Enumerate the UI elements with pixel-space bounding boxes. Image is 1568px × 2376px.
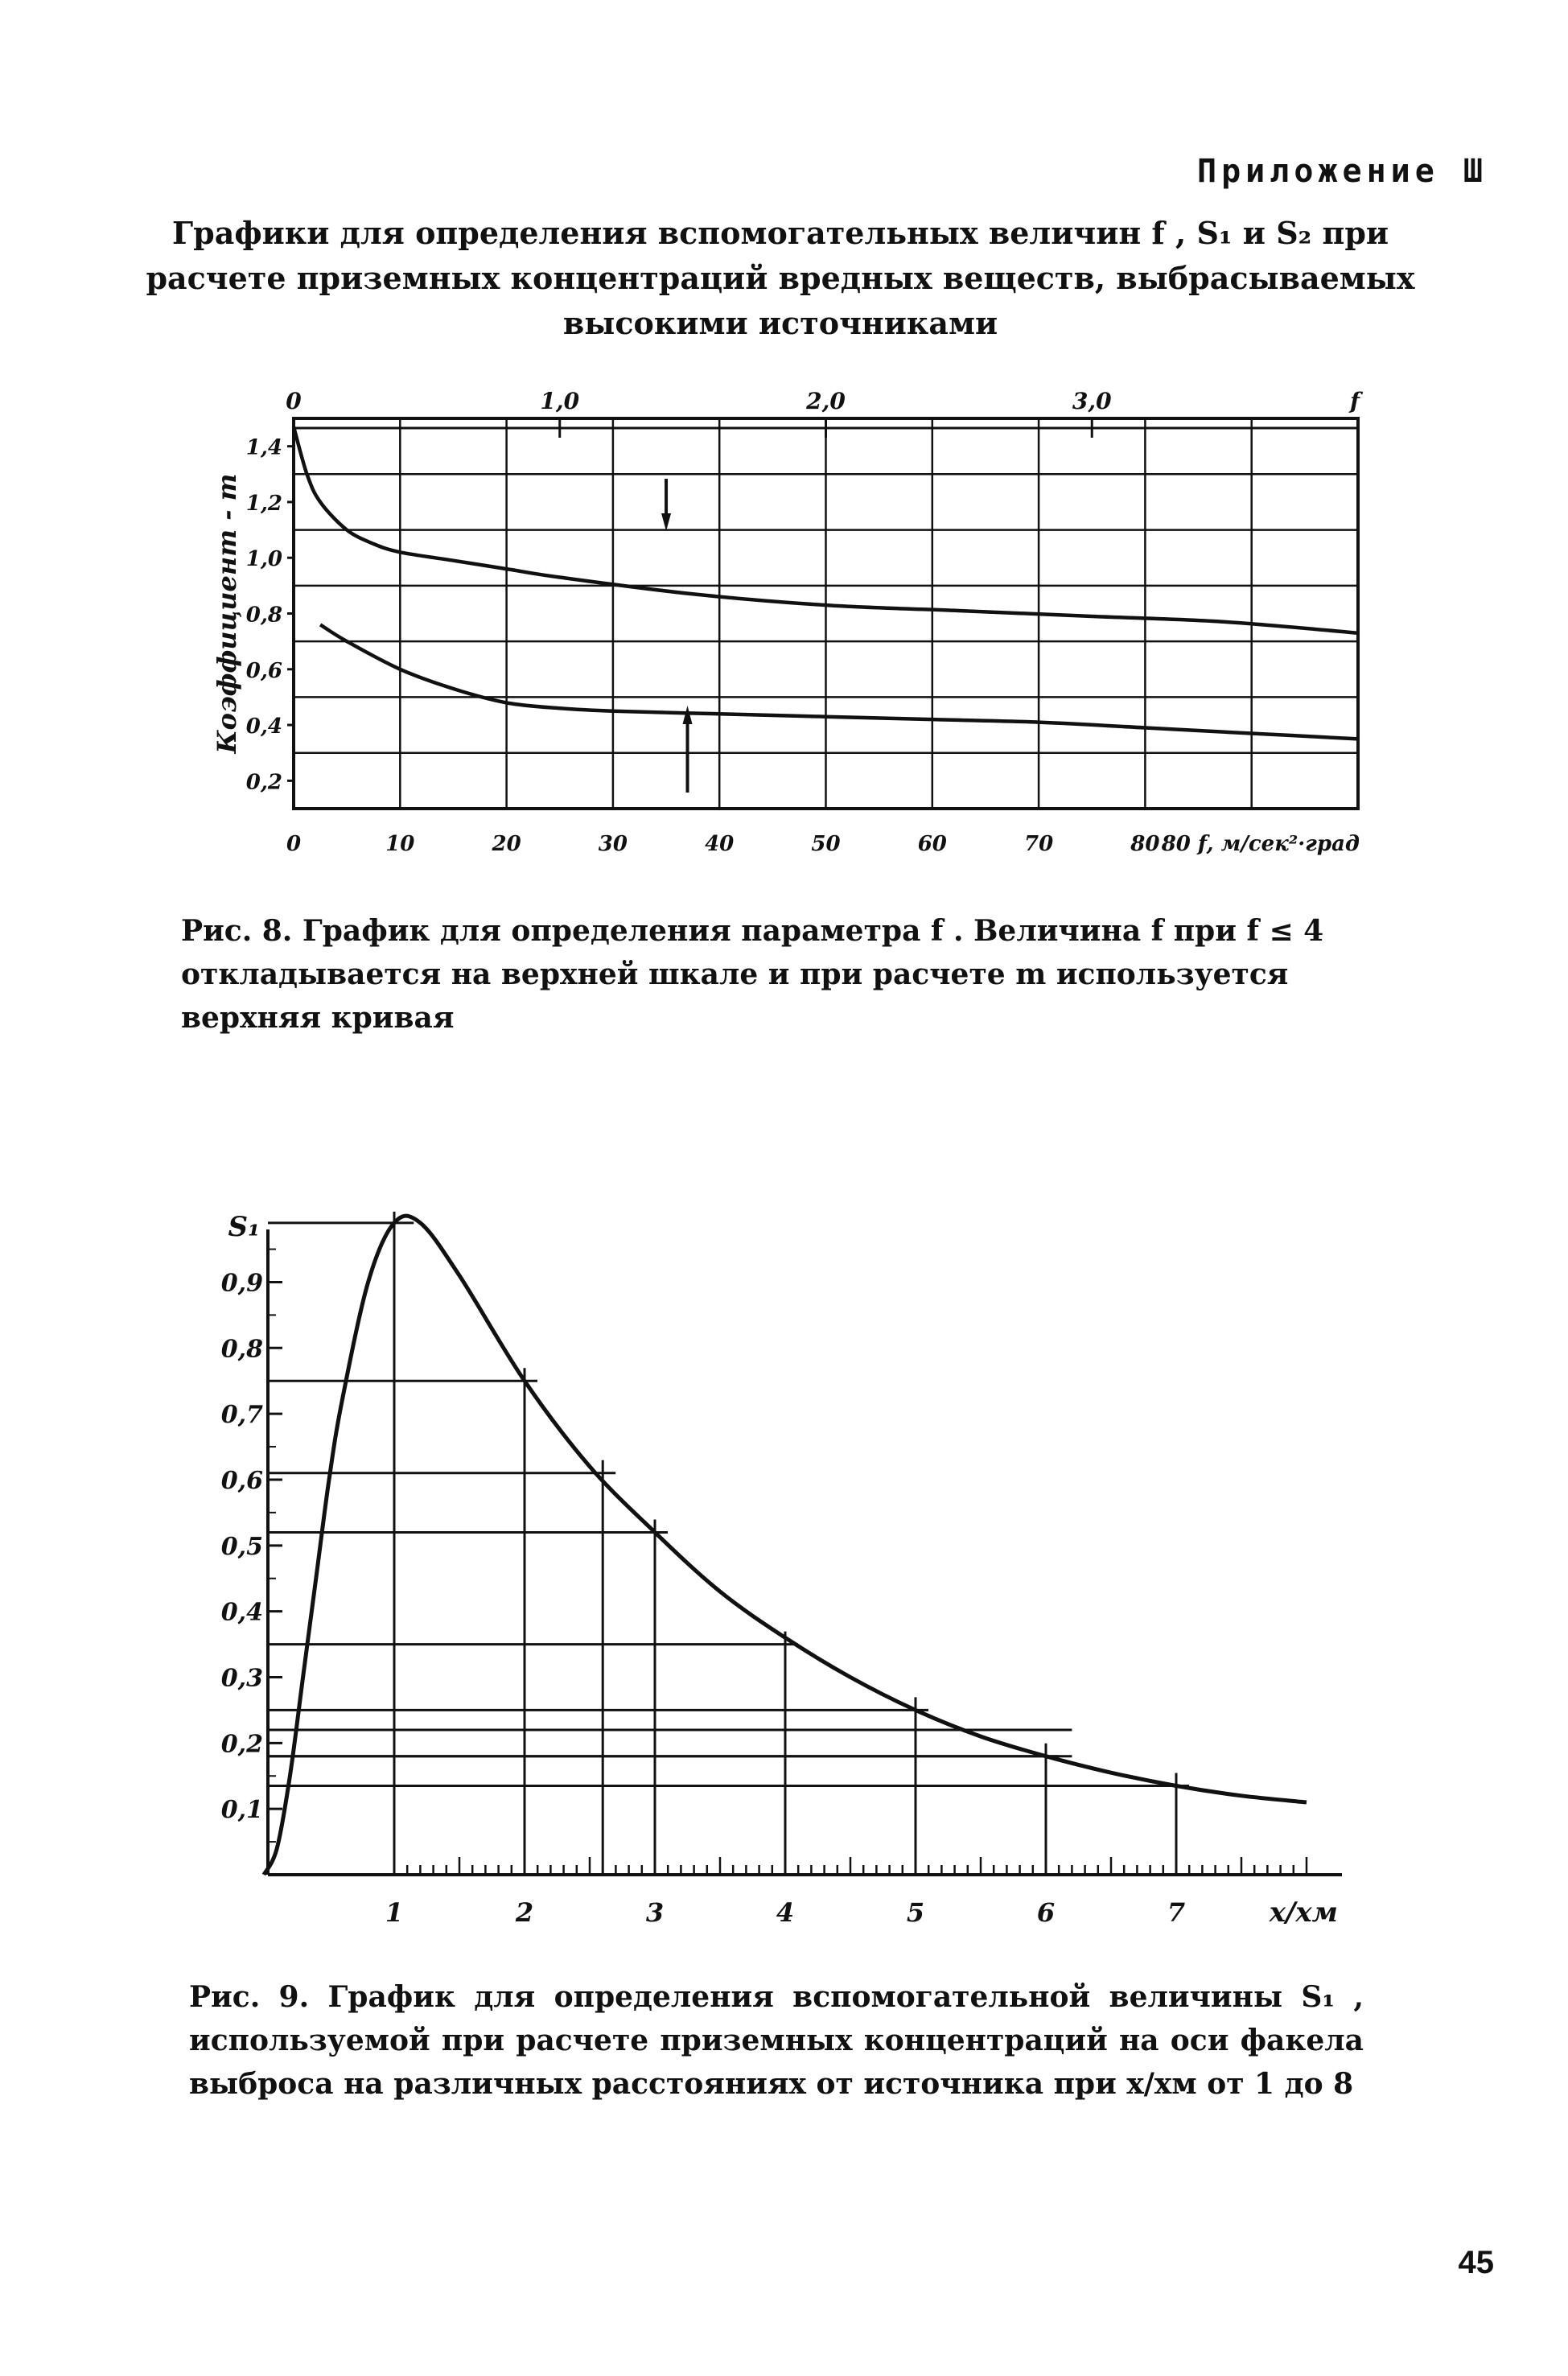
fig9-y-tick-label: 0,9 [220,1269,263,1298]
fig8-xbottom-axis-label: 80 f, м/сек²·град [1161,832,1360,856]
fig8-labels [212,388,1364,856]
fig8-y-axis-label: Коэффициент - m [212,473,242,754]
fig8-xbottom-tick-label: 40 [705,832,735,856]
fig9-y-tick-label: 0,2 [220,1730,263,1759]
fig8-xbottom-tick-label: 10 [385,832,415,856]
fig9-x-tick-label: 2 [515,1897,534,1928]
fig9-y-tick-label: 0,5 [220,1532,263,1561]
fig9-curves [264,1216,1307,1875]
page-heading: Графики для определения вспомогательных величин f , S₁ и S₂ при расчете приземных концентраций вредных веществ, выбрасываемых высокими источниками [146,215,1415,341]
fig9-grid [268,1212,1342,1875]
fig8-xtop-tick-label: 3,0 [1072,388,1112,414]
fig8-y-tick-label: 0,4 [245,714,282,739]
fig8-xbottom-tick-label: 70 [1024,832,1054,856]
fig9-x-tick-label: 1 [385,1897,404,1928]
fig8-chart [0,0,1568,909]
fig9-caption: Рис. 9. График для определения вспомогательной величины S₁ , используемой при расчете приземных концентраций на оси факела выброса на различных расстояниях от источника при x/xм от 1 до 8 [189,1980,1364,2101]
fig8-grid [287,418,1358,809]
fig8-y-tick-label: 0,8 [245,603,282,628]
fig8-xbottom-tick-label: 60 [917,832,947,856]
fig9-y-tick-label: 0,7 [220,1401,263,1430]
fig8-y-tick-label: 0,6 [245,658,282,683]
fig8-xtop-tick-label: 2,0 [806,388,846,414]
fig9-labels [221,1211,1338,1929]
fig8-xtop-tick-label: 0 [286,388,302,414]
fig8-arrow-down-head [661,513,671,531]
fig9-y-tick-label: 0,1 [220,1796,263,1825]
fig8-caption: Рис. 8. График для определения параметра f . Величина f при f ≤ 4 откладывается на верхней шкале и при расчете m используется верхняя кривая [181,914,1324,1035]
fig8-y-tick-label: 1,0 [245,547,282,572]
fig9-x-axis-label: x/xм [1269,1896,1338,1929]
fig8-y-tick-label: 1,4 [245,435,282,460]
fig8-xbottom-tick-label: 0 [286,832,302,856]
fig9-x-tick-label: 3 [645,1897,665,1928]
page-number: 45 [1458,2245,1494,2280]
fig8-xbottom-tick-label: 80 [1130,832,1160,856]
fig9-y-tick-label: 0,8 [220,1335,263,1364]
fig9-y-tick-label: 0,6 [220,1466,263,1495]
fig9-x-tick-label: 7 [1167,1897,1186,1928]
fig9-curve-s1 [264,1216,1307,1875]
fig8-xtop-axis-label: f [1349,388,1360,414]
fig8-xbottom-tick-label: 50 [811,832,841,856]
fig9-y-axis-label: S₁ [228,1211,260,1243]
fig8-xbottom-tick-label: 30 [598,832,628,856]
fig8-y-tick-label: 0,2 [245,770,282,795]
fig9-x-tick-label: 4 [776,1897,795,1928]
fig8-y-tick-label: 1,2 [245,491,282,516]
fig9-x-tick-label: 6 [1036,1897,1056,1928]
fig9-y-tick-label: 0,4 [220,1598,263,1627]
fig8-xtop-tick-label: 1,0 [540,388,580,414]
fig9-y-tick-label: 0,3 [220,1664,263,1693]
fig8-xbottom-tick-label: 20 [492,832,521,856]
fig9-x-tick-label: 5 [906,1897,925,1928]
appendix-label: Приложение Ш [1197,153,1488,190]
